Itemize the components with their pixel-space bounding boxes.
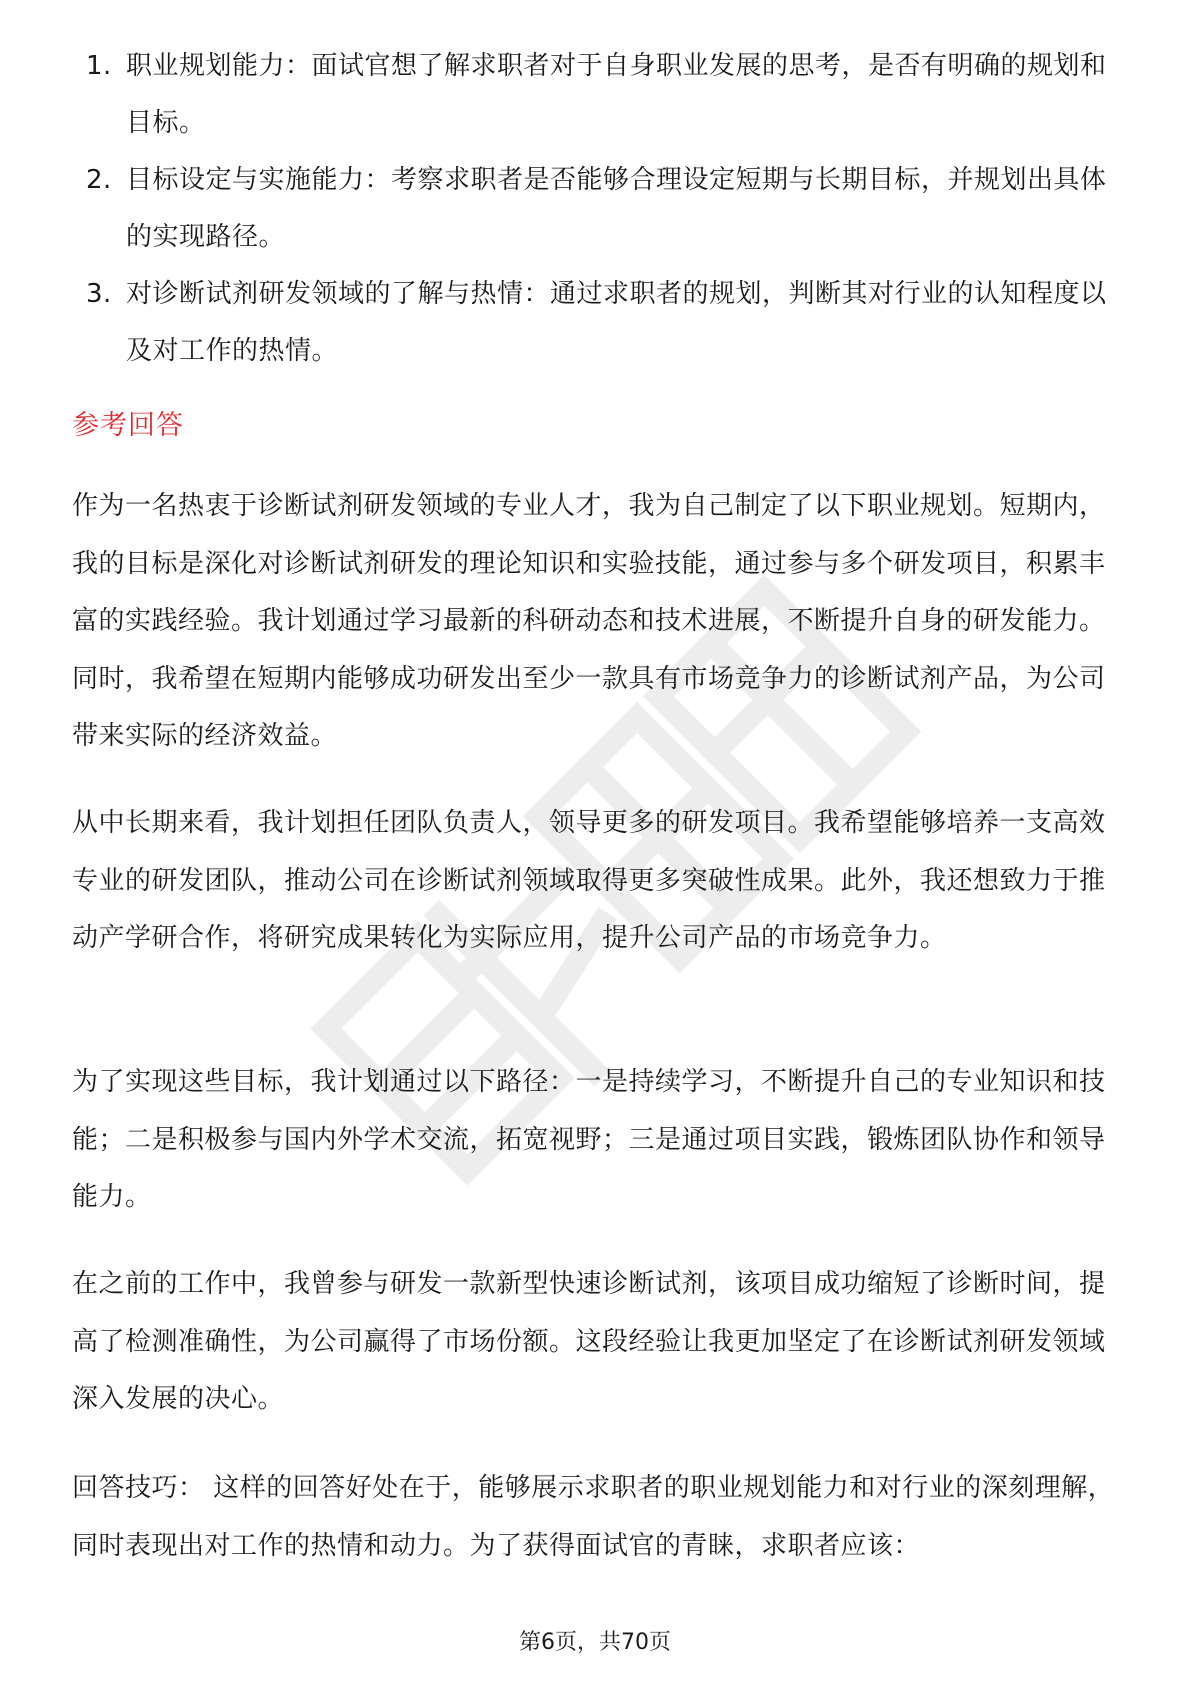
- list-item-text: 目标设定与实施能力：考察求职者是否能够合理设定短期与长期目标，并规划出具体的实现路径。: [126, 165, 1107, 252]
- list-number: 1.: [86, 51, 112, 81]
- list-number: 3.: [86, 279, 112, 309]
- list-number: 2.: [86, 165, 112, 195]
- list-item: [72, 38, 1122, 152]
- list-item-text: 对诊断试剂研发领域的了解与热情：通过求职者的规划，判断其对行业的认知程度以及对工作的热情。: [126, 279, 1107, 366]
- page-number-footer: 第6页，共70页: [519, 1630, 671, 1655]
- answer-paragraph: 在之前的工作中，我曾参与研发一款新型快速诊断试剂，该项目成功缩短了诊断时间，提高了检测准确性，为公司赢得了市场份额。这段经验让我更加坚定了在诊断试剂研发领域深入发展的决心。: [72, 1269, 1106, 1414]
- list-item: [72, 152, 1122, 266]
- list-item-text: 职业规划能力：面试官想了解求职者对于自身职业发展的思考，是否有明确的规划和目标。: [126, 51, 1107, 138]
- section-title-reference-answer: 参考回答: [72, 410, 184, 441]
- answer-paragraph: 为了实现这些目标，我计划通过以下路径：一是持续学习，不断提升自己的专业知识和技能；二是积极参与国内外学术交流，拓宽视野；三是通过项目实践，锻炼团队协作和领导能力。: [72, 1067, 1106, 1212]
- answer-paragraph: 作为一名热衷于诊断试剂研发领域的专业人才，我为自己制定了以下职业规划。短期内，我的目标是深化对诊断试剂研发的理论知识和实验技能，通过参与多个研发项目，积累丰富的实践经验。我计划通过学习最新的科研动态和技术进展，不断提升自身的研发能力。同时，我希望在短期内能够成功研发出至少一款具有市场竞争力的诊断试剂产品，为公司带来实际的经济效益。: [72, 491, 1106, 751]
- answer-paragraph: 从中长期来看，我计划担任团队负责人，领导更多的研发项目。我希望能够培养一支高效专业的研发团队，推动公司在诊断试剂领域取得更多突破性成果。此外，我还想致力于推动产学研合作，将研究成果转化为实际应用，提升公司产品的市场竞争力。: [72, 808, 1106, 953]
- answer-tips-paragraph: 回答技巧： 这样的回答好处在于，能够展示求职者的职业规划能力和对行业的深刻理解，同时表现出对工作的热情和动力。为了获得面试官的青睐，求职者应该：: [72, 1473, 1115, 1561]
- question-focus-list: [72, 38, 1122, 380]
- list-item: [72, 266, 1122, 380]
